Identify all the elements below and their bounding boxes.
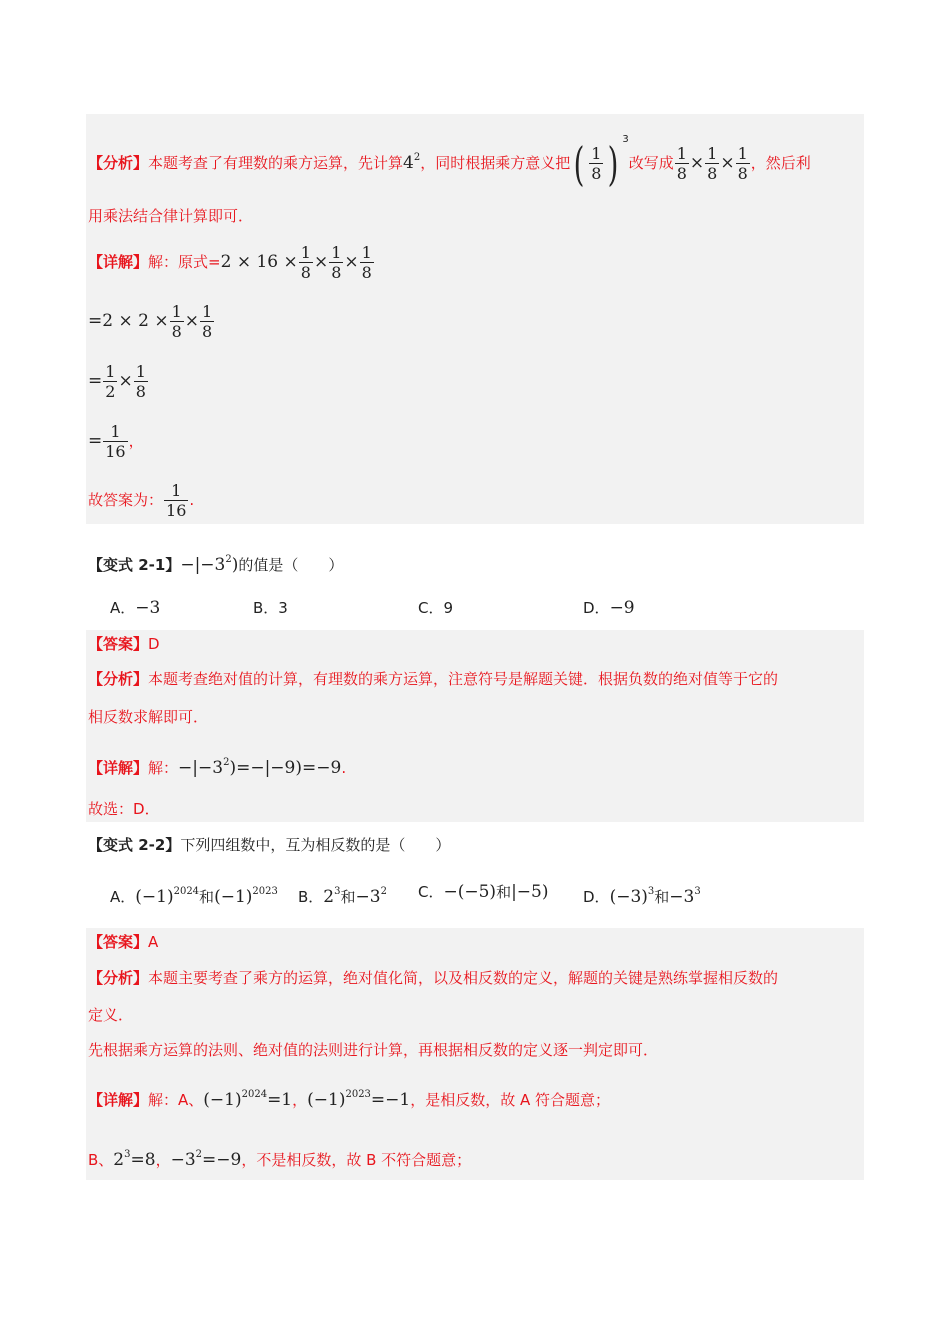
q21-stem: 【变式 2-1】$-|-3^2$)的值是（ ） bbox=[88, 554, 344, 575]
q22-analysis-3: 先根据乘方运算的法则、绝对值的法则进行计算，再根据相反数的定义逐一判定即可． bbox=[88, 1041, 659, 1059]
q21-choose: 故选：D． bbox=[88, 800, 160, 818]
q22-detail-b: B、$2^3=8$，$-3^2=-9$，不是相反数，故 B 不符合题意； bbox=[88, 1149, 472, 1170]
fraction-cubed: ( $\frac{1}{8}$ ) $^3$ bbox=[573, 134, 629, 191]
q21-option-c[interactable]: C．9 bbox=[418, 599, 454, 617]
q22-stem: 【变式 2-2】下列四组数中，互为相反数的是（ ） bbox=[88, 836, 451, 854]
analysis-line-2: 用乘法结合律计算即可． bbox=[88, 207, 254, 225]
final-answer-line: 故答案为： $\frac{1}{16}$ . bbox=[88, 481, 195, 520]
q22-tag: 【变式 2-2】 bbox=[88, 836, 181, 854]
q22-analysis-2: 定义． bbox=[88, 1006, 134, 1024]
q22-answer: 【答案】A bbox=[88, 933, 159, 951]
detail-line-2: =2 × 2 × $\frac{1}{8}$ × $\frac{1}{8}$ bbox=[88, 302, 213, 341]
q21-detail: 【详解】解：$-|-3^2)=-|-9)=-9$. bbox=[88, 757, 347, 778]
q21-option-b[interactable]: B．3 bbox=[253, 599, 288, 617]
q21-tag: 【变式 2-1】 bbox=[88, 556, 181, 574]
detail-line-1: 【详解】解：原式=2 × 16 × $\frac{1}{8}$ × $\frac{1}{8}$ × $\frac{1}{8}$ bbox=[88, 243, 372, 282]
detail-line-4: = $\frac{1}{16}$ ， bbox=[88, 422, 144, 461]
q21-option-a[interactable]: A．−3 bbox=[110, 598, 161, 618]
analysis-line-1: 【分析】本题考查了有理数的乘方运算，先计算$4^2$，同时根据乘方意义把( $\frac{1}{8}$ ) $^3$改写成 $\frac{1}{8}$ × $\frac{1}{8}$ × $\frac{1}{8}$ ，然后利 bbox=[88, 134, 811, 191]
q22-option-d[interactable]: D．$(-3)^3$和$-3^3$ bbox=[583, 886, 701, 907]
q22-option-a[interactable]: A．$(-1)^{2024}$和$(-1)^{2023}$ bbox=[110, 886, 278, 907]
q21-analysis-1: 【分析】本题考查绝对值的计算，有理数的乘方运算，注意符号是解题关键．根据负数的绝对值等于它的 bbox=[88, 670, 779, 688]
q22-detail-a: 【详解】解：A、$(-1)^{2024}=1$，$(-1)^{2023}=-1$，是相反数，故 A 符合题意； bbox=[88, 1089, 611, 1110]
q21-answer: 【答案】D bbox=[88, 635, 160, 653]
analysis-tag: 【分析】 bbox=[88, 154, 149, 172]
q21-option-d[interactable]: D．−9 bbox=[583, 598, 635, 618]
q22-analysis-1: 【分析】本题主要考查了乘方的运算，绝对值化简，以及相反数的定义，解题的关键是熟练掌握相反数的 bbox=[88, 969, 779, 987]
q21-analysis-2: 相反数求解即可． bbox=[88, 708, 209, 726]
q21-expression: $-|-3^2$) bbox=[180, 554, 239, 575]
q22-option-b[interactable]: B．$2^3$和$-3^2$ bbox=[298, 886, 387, 907]
q22-option-c[interactable]: C．−(−5)和|−5) bbox=[418, 882, 549, 902]
detail-line-3: = $\frac{1}{2}$ × $\frac{1}{8}$ bbox=[88, 362, 146, 401]
